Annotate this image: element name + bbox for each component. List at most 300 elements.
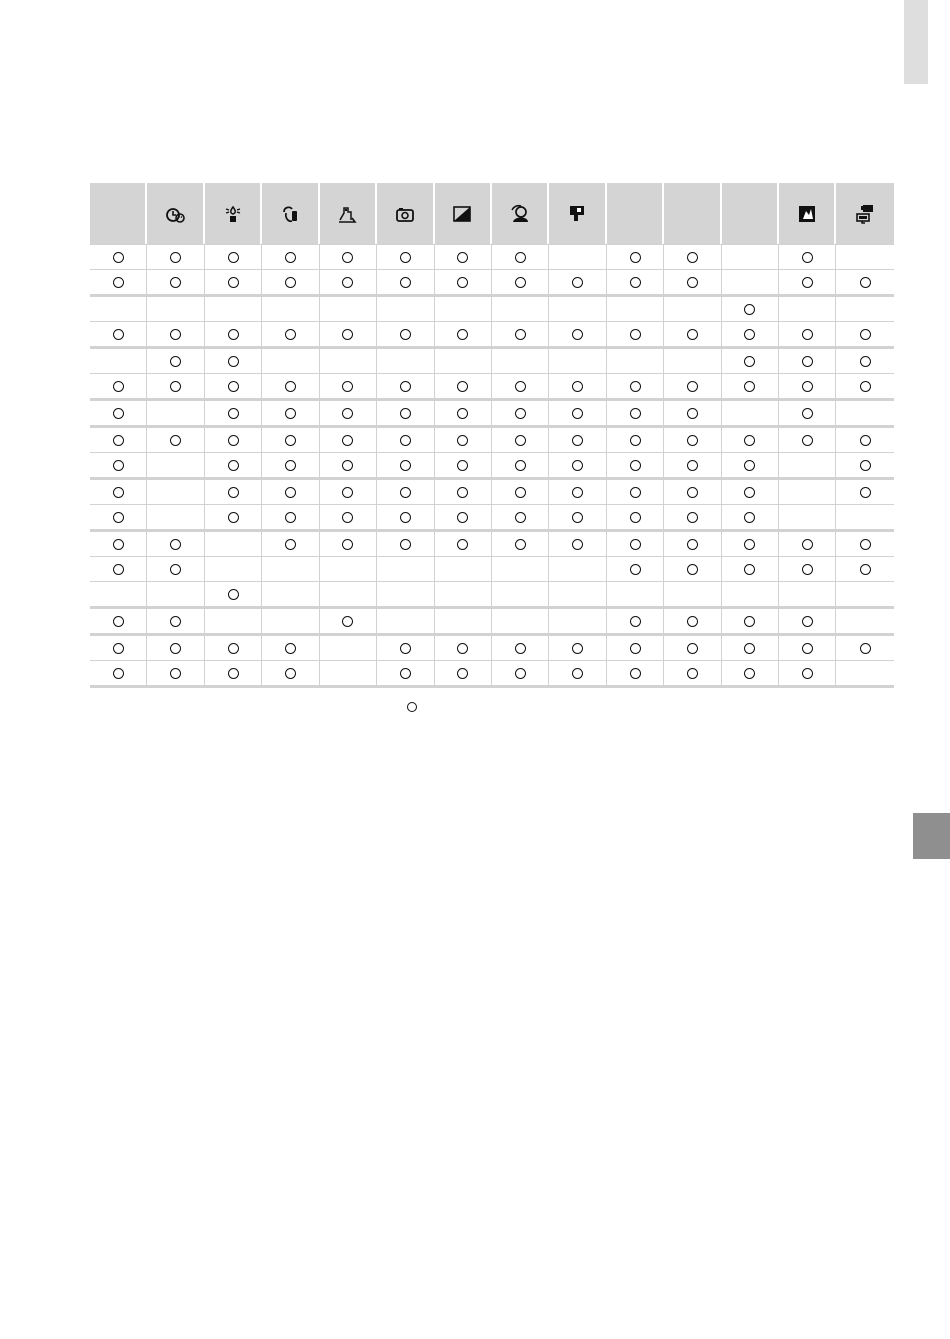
available-mark — [687, 252, 698, 263]
table-cell — [722, 453, 779, 480]
available-mark — [744, 381, 755, 392]
table-cell — [262, 428, 319, 453]
available-mark — [285, 460, 296, 471]
table-row — [90, 349, 894, 374]
available-mark — [860, 643, 871, 654]
table-cell — [549, 349, 606, 374]
table-cell — [377, 661, 434, 688]
table-cell — [549, 428, 606, 453]
available-mark — [515, 643, 526, 654]
table-cell — [664, 505, 721, 532]
table-cell — [262, 532, 319, 557]
table-cell — [836, 453, 894, 480]
table-cell — [836, 636, 894, 661]
available-mark — [860, 381, 871, 392]
table-cell — [722, 582, 779, 609]
available-mark — [802, 252, 813, 263]
available-mark — [113, 381, 124, 392]
table-cell — [722, 609, 779, 636]
available-mark — [457, 252, 468, 263]
available-mark — [802, 435, 813, 446]
table-cell — [377, 349, 434, 374]
available-mark — [342, 616, 353, 627]
table-cell — [320, 582, 377, 609]
column-header-12 — [779, 183, 836, 244]
available-mark — [630, 539, 641, 550]
available-mark — [113, 668, 124, 679]
available-mark — [400, 435, 411, 446]
available-mark — [228, 356, 239, 367]
table-cell — [377, 374, 434, 401]
table-cell — [320, 609, 377, 636]
table-cell — [836, 244, 894, 270]
table-cell — [262, 322, 319, 349]
table-cell — [262, 349, 319, 374]
table-cell — [607, 374, 664, 401]
table-cell — [549, 270, 606, 297]
table-cell — [205, 532, 262, 557]
table-cell — [492, 582, 549, 609]
chapter-tab — [904, 0, 928, 84]
table-cell — [205, 582, 262, 609]
table-cell — [90, 505, 147, 532]
table-cell — [205, 349, 262, 374]
table-cell — [435, 532, 492, 557]
available-mark — [630, 381, 641, 392]
table-cell — [779, 453, 836, 480]
table-cell — [435, 322, 492, 349]
table-cell — [320, 453, 377, 480]
table-cell — [377, 636, 434, 661]
available-mark — [515, 277, 526, 288]
available-mark — [400, 487, 411, 498]
available-mark — [342, 512, 353, 523]
table-cell — [377, 428, 434, 453]
table-cell — [492, 374, 549, 401]
table-cell — [320, 636, 377, 661]
available-mark — [285, 329, 296, 340]
available-mark — [170, 381, 181, 392]
table-cell — [722, 428, 779, 453]
table-cell — [205, 453, 262, 480]
available-mark — [285, 539, 296, 550]
table-row — [90, 661, 894, 688]
table-cell — [90, 557, 147, 582]
table-cell — [549, 480, 606, 505]
table-cell — [492, 480, 549, 505]
available-mark — [515, 539, 526, 550]
table-cell — [836, 480, 894, 505]
table-cell — [262, 270, 319, 297]
table-cell — [779, 374, 836, 401]
table-cell — [262, 480, 319, 505]
available-mark — [285, 668, 296, 679]
table-cell — [836, 374, 894, 401]
available-mark — [802, 643, 813, 654]
available-mark — [170, 252, 181, 263]
table-cell — [492, 661, 549, 688]
table-cell — [607, 609, 664, 636]
table-cell — [722, 401, 779, 428]
available-mark — [687, 564, 698, 575]
table-cell — [779, 244, 836, 270]
available-mark — [170, 668, 181, 679]
table-cell — [607, 297, 664, 322]
table-cell — [549, 322, 606, 349]
table-cell — [492, 244, 549, 270]
available-mark — [228, 381, 239, 392]
table-cell — [722, 636, 779, 661]
table-cell — [664, 401, 721, 428]
available-mark — [400, 539, 411, 550]
table-row — [90, 401, 894, 428]
available-mark — [515, 252, 526, 263]
available-mark — [687, 539, 698, 550]
column-header-2 — [205, 183, 262, 244]
available-mark — [515, 668, 526, 679]
table-cell — [90, 270, 147, 297]
table-cell — [549, 582, 606, 609]
color-accent-icon — [796, 203, 818, 225]
column-header-0 — [90, 183, 147, 244]
table-row — [90, 244, 894, 270]
table-cell — [90, 636, 147, 661]
table-cell — [722, 557, 779, 582]
table-cell — [147, 453, 204, 480]
table-row — [90, 428, 894, 453]
table-cell — [320, 244, 377, 270]
available-mark — [515, 460, 526, 471]
available-mark — [515, 512, 526, 523]
available-mark — [744, 487, 755, 498]
table-cell — [377, 505, 434, 532]
table-cell — [779, 636, 836, 661]
available-mark — [457, 408, 468, 419]
table-cell — [492, 532, 549, 557]
table-cell — [779, 557, 836, 582]
available-mark — [572, 643, 583, 654]
available-mark — [342, 435, 353, 446]
available-mark — [228, 512, 239, 523]
table-cell — [90, 244, 147, 270]
table-cell — [435, 270, 492, 297]
table-cell — [836, 532, 894, 557]
available-mark — [802, 564, 813, 575]
column-header-13 — [836, 183, 894, 244]
table-cell — [377, 270, 434, 297]
available-mark — [228, 643, 239, 654]
available-mark — [400, 460, 411, 471]
table-cell — [262, 401, 319, 428]
table-cell — [779, 270, 836, 297]
available-mark — [170, 356, 181, 367]
table-cell — [549, 661, 606, 688]
table-cell — [549, 532, 606, 557]
table-row — [90, 636, 894, 661]
available-mark — [515, 329, 526, 340]
available-mark — [687, 616, 698, 627]
table-cell — [779, 297, 836, 322]
table-cell — [435, 374, 492, 401]
available-mark — [687, 408, 698, 419]
table-cell — [320, 349, 377, 374]
available-mark — [687, 512, 698, 523]
table-cell — [435, 557, 492, 582]
available-mark — [744, 643, 755, 654]
table-cell — [147, 661, 204, 688]
table-cell — [262, 609, 319, 636]
table-cell — [664, 480, 721, 505]
available-mark — [170, 329, 181, 340]
table-cell — [492, 349, 549, 374]
table-cell — [607, 428, 664, 453]
available-mark — [457, 487, 468, 498]
table-cell — [549, 609, 606, 636]
table-cell — [779, 349, 836, 374]
available-mark — [457, 381, 468, 392]
table-cell — [664, 582, 721, 609]
available-mark — [515, 408, 526, 419]
available-mark — [744, 329, 755, 340]
table-cell — [320, 401, 377, 428]
table-cell — [664, 532, 721, 557]
table-cell — [492, 453, 549, 480]
table-row — [90, 453, 894, 480]
table-cell — [147, 270, 204, 297]
available-mark — [285, 408, 296, 419]
table-cell — [722, 322, 779, 349]
table-cell — [377, 401, 434, 428]
legend-available-mark — [407, 702, 417, 712]
table-cell — [779, 661, 836, 688]
table-row — [90, 297, 894, 322]
table-cell — [205, 297, 262, 322]
available-mark — [113, 564, 124, 575]
table-cell — [836, 349, 894, 374]
available-mark — [630, 277, 641, 288]
available-mark — [113, 329, 124, 340]
table-cell — [836, 297, 894, 322]
table-cell — [549, 505, 606, 532]
table-cell — [549, 453, 606, 480]
available-mark — [342, 460, 353, 471]
table-cell — [205, 374, 262, 401]
available-mark — [687, 668, 698, 679]
table-cell — [836, 270, 894, 297]
table-cell — [205, 401, 262, 428]
table-cell — [262, 636, 319, 661]
table-cell — [607, 636, 664, 661]
table-cell — [492, 297, 549, 322]
table-cell — [320, 505, 377, 532]
available-mark — [802, 277, 813, 288]
table-cell — [492, 401, 549, 428]
available-mark — [400, 408, 411, 419]
table-cell — [377, 453, 434, 480]
table-cell — [90, 609, 147, 636]
table-cell — [722, 505, 779, 532]
table-cell — [722, 297, 779, 322]
table-cell — [607, 270, 664, 297]
table-cell — [90, 374, 147, 401]
column-header-10 — [664, 183, 721, 244]
table-cell — [320, 322, 377, 349]
table-cell — [492, 505, 549, 532]
table-cell — [205, 636, 262, 661]
table-cell — [377, 297, 434, 322]
available-mark — [572, 435, 583, 446]
table-cell — [435, 505, 492, 532]
available-mark — [630, 487, 641, 498]
available-mark — [860, 564, 871, 575]
available-mark — [285, 512, 296, 523]
table-cell — [492, 270, 549, 297]
available-mark — [228, 435, 239, 446]
table-cell — [147, 532, 204, 557]
available-mark — [802, 616, 813, 627]
table-cell — [205, 609, 262, 636]
available-mark — [457, 668, 468, 679]
available-mark — [572, 460, 583, 471]
available-mark — [457, 435, 468, 446]
table-row — [90, 609, 894, 636]
table-cell — [779, 609, 836, 636]
table-cell — [262, 453, 319, 480]
table-cell — [435, 401, 492, 428]
available-mark — [744, 539, 755, 550]
available-mark — [113, 487, 124, 498]
table-cell — [779, 401, 836, 428]
table-cell — [607, 322, 664, 349]
table-cell — [779, 532, 836, 557]
table-cell — [147, 636, 204, 661]
table-cell — [435, 428, 492, 453]
table-cell — [435, 636, 492, 661]
monochrome-icon — [451, 203, 473, 225]
table-cell — [722, 661, 779, 688]
available-mark — [630, 252, 641, 263]
table-cell — [320, 428, 377, 453]
available-mark — [860, 329, 871, 340]
available-mark — [228, 589, 239, 600]
available-mark — [457, 460, 468, 471]
table-cell — [320, 374, 377, 401]
table-cell — [836, 557, 894, 582]
available-mark — [113, 512, 124, 523]
available-mark — [170, 643, 181, 654]
table-cell — [779, 480, 836, 505]
table-cell — [836, 428, 894, 453]
table-cell — [90, 428, 147, 453]
table-cell — [549, 374, 606, 401]
table-cell — [147, 349, 204, 374]
smart-shutter-icon — [279, 203, 301, 225]
table-cell — [722, 374, 779, 401]
table-cell — [205, 270, 262, 297]
table-cell — [779, 428, 836, 453]
available-mark — [285, 435, 296, 446]
available-mark — [744, 512, 755, 523]
table-cell — [607, 532, 664, 557]
column-header-8 — [549, 183, 606, 244]
column-header-6 — [435, 183, 492, 244]
table-cell — [90, 453, 147, 480]
table-cell — [664, 428, 721, 453]
available-mark — [228, 460, 239, 471]
available-mark — [572, 408, 583, 419]
available-mark — [802, 668, 813, 679]
table-cell — [607, 401, 664, 428]
soft-focus-portrait-icon — [509, 203, 531, 225]
table-cell — [205, 505, 262, 532]
table-cell — [435, 349, 492, 374]
available-mark — [572, 329, 583, 340]
table-cell — [492, 557, 549, 582]
table-cell — [836, 505, 894, 532]
available-mark — [113, 277, 124, 288]
available-mark — [687, 643, 698, 654]
table-cell — [836, 661, 894, 688]
table-cell — [435, 297, 492, 322]
table-cell — [836, 322, 894, 349]
table-row — [90, 505, 894, 532]
available-mark — [113, 643, 124, 654]
column-header-3 — [262, 183, 319, 244]
available-mark — [457, 277, 468, 288]
table-cell — [664, 322, 721, 349]
table-cell — [664, 374, 721, 401]
available-mark — [744, 564, 755, 575]
table-cell — [205, 322, 262, 349]
legend — [407, 698, 417, 713]
table-cell — [607, 244, 664, 270]
table-cell — [607, 661, 664, 688]
column-header-1 — [147, 183, 204, 244]
table-cell — [90, 582, 147, 609]
table-cell — [492, 636, 549, 661]
available-mark — [687, 435, 698, 446]
available-mark — [687, 277, 698, 288]
table-cell — [90, 532, 147, 557]
table-cell — [722, 532, 779, 557]
table-cell — [607, 349, 664, 374]
low-light-bulb-icon — [222, 203, 244, 225]
table-cell — [90, 480, 147, 505]
available-mark — [515, 381, 526, 392]
available-mark — [687, 460, 698, 471]
available-mark — [860, 487, 871, 498]
table-cell — [664, 453, 721, 480]
available-mark — [630, 643, 641, 654]
available-mark — [285, 252, 296, 263]
table-cell — [836, 609, 894, 636]
available-mark — [170, 564, 181, 575]
available-mark — [802, 356, 813, 367]
table-cell — [205, 244, 262, 270]
available-mark — [228, 487, 239, 498]
available-mark — [400, 277, 411, 288]
available-mark — [400, 512, 411, 523]
available-mark — [744, 356, 755, 367]
table-cell — [722, 270, 779, 297]
available-mark — [802, 381, 813, 392]
available-mark — [687, 329, 698, 340]
table-cell — [205, 661, 262, 688]
available-mark — [342, 487, 353, 498]
available-mark — [572, 668, 583, 679]
column-header-9 — [607, 183, 664, 244]
table-cell — [549, 401, 606, 428]
